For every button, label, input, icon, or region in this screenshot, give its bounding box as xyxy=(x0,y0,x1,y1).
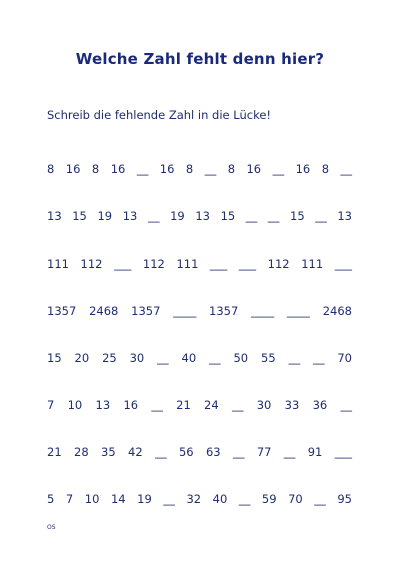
sequence-number: 111 xyxy=(47,257,69,271)
sequence-number: 7 xyxy=(65,492,74,506)
answer-blank: __ xyxy=(147,209,160,223)
sequence-number: 40 xyxy=(181,351,197,365)
exercise-row xyxy=(47,351,352,369)
sequence-number: 91 xyxy=(307,445,323,459)
exercise-row xyxy=(47,162,352,180)
answer-blank: ___ xyxy=(334,257,352,271)
sequence-number: 50 xyxy=(233,351,249,365)
sequence-number: 10 xyxy=(84,492,100,506)
sequence-number: 7 xyxy=(47,398,55,412)
sequence-number: 30 xyxy=(129,351,145,365)
sequence-number: 19 xyxy=(137,492,152,506)
sequence-number: 13 xyxy=(47,209,62,223)
sequence-number: 16 xyxy=(110,162,126,176)
answer-blank: __ xyxy=(204,162,217,176)
sequence-number: 28 xyxy=(74,445,89,459)
sequence-number: 15 xyxy=(47,351,62,365)
answer-blank: ___ xyxy=(238,257,257,271)
answer-blank: __ xyxy=(314,492,326,506)
answer-blank: __ xyxy=(209,351,221,365)
sequence-number: 112 xyxy=(267,257,290,271)
sequence-number: 16 xyxy=(65,162,81,176)
sequence-number: 35 xyxy=(101,445,116,459)
exercise-row xyxy=(47,492,352,510)
sequence-number: 30 xyxy=(256,398,272,412)
sequence-number: 16 xyxy=(123,398,139,412)
sequence-number: 15 xyxy=(290,209,305,223)
answer-blank: __ xyxy=(155,445,167,459)
page-title: Welche Zahl fehlt denn hier? xyxy=(75,50,325,68)
sequence-number: 19 xyxy=(170,209,185,223)
footer-mark: OS xyxy=(47,524,56,531)
sequence-number: 111 xyxy=(301,257,324,271)
answer-blank: __ xyxy=(163,492,175,506)
sequence-number: 8 xyxy=(47,162,55,176)
sequence-number: 8 xyxy=(321,162,330,176)
sequence-number: 55 xyxy=(261,351,276,365)
answer-blank: __ xyxy=(136,162,149,176)
answer-blank: ____ xyxy=(286,304,310,318)
sequence-number: 70 xyxy=(288,492,303,506)
sequence-number: 1357 xyxy=(131,304,161,318)
sequence-number: 13 xyxy=(195,209,210,223)
sequence-number: 1357 xyxy=(47,304,77,318)
sequence-number: 56 xyxy=(178,445,194,459)
answer-blank: ___ xyxy=(334,445,352,459)
sequence-number: 33 xyxy=(284,398,300,412)
sequence-number: 36 xyxy=(312,398,328,412)
sequence-number: 21 xyxy=(47,445,62,459)
sequence-number: 25 xyxy=(102,351,117,365)
sequence-number: 15 xyxy=(220,209,236,223)
sequence-number: 2468 xyxy=(322,304,352,318)
sequence-number: 42 xyxy=(128,445,143,459)
answer-blank: __ xyxy=(157,351,169,365)
sequence-number: 10 xyxy=(67,398,83,412)
sequence-number: 16 xyxy=(159,162,175,176)
sequence-number: 13 xyxy=(337,209,352,223)
sequence-number: 40 xyxy=(212,492,228,506)
sequence-number: 16 xyxy=(295,162,311,176)
answer-blank: __ xyxy=(245,209,258,223)
instruction-text: Schreib die fehlende Zahl in die Lücke! xyxy=(47,108,272,122)
sequence-number: 95 xyxy=(337,492,352,506)
sequence-number: 8 xyxy=(185,162,194,176)
answer-blank: ____ xyxy=(173,304,197,318)
sequence-number: 15 xyxy=(72,209,87,223)
answer-blank: __ xyxy=(340,398,352,412)
answer-blank: __ xyxy=(238,492,251,506)
sequence-number: 8 xyxy=(91,162,100,176)
sequence-number: 13 xyxy=(122,209,138,223)
answer-blank: __ xyxy=(283,445,296,459)
sequence-number: 8 xyxy=(227,162,236,176)
sequence-number: 111 xyxy=(176,257,199,271)
answer-blank: __ xyxy=(288,351,301,365)
sequence-number: 112 xyxy=(80,257,103,271)
exercise-row xyxy=(47,257,352,275)
sequence-number: 32 xyxy=(186,492,202,506)
exercise-row xyxy=(47,398,352,416)
answer-blank: __ xyxy=(231,398,244,412)
sequence-number: 2468 xyxy=(89,304,119,318)
answer-blank: __ xyxy=(340,162,352,176)
sequence-number: 5 xyxy=(47,492,55,506)
answer-blank: __ xyxy=(272,162,285,176)
exercise-row xyxy=(47,445,352,463)
sequence-number: 20 xyxy=(74,351,90,365)
answer-blank: __ xyxy=(267,209,280,223)
sequence-number: 70 xyxy=(337,351,352,365)
answer-blank: __ xyxy=(232,445,245,459)
answer-blank: __ xyxy=(312,351,325,365)
exercise-row xyxy=(47,209,352,227)
answer-blank: ___ xyxy=(114,257,132,271)
sequence-number: 77 xyxy=(256,445,272,459)
answer-blank: ____ xyxy=(251,304,275,318)
sequence-number: 19 xyxy=(97,209,113,223)
sequence-number: 63 xyxy=(205,445,221,459)
answer-blank: __ xyxy=(151,398,163,412)
exercise-row xyxy=(47,304,352,322)
sequence-number: 24 xyxy=(204,398,219,412)
sequence-number: 112 xyxy=(142,257,165,271)
sequence-number: 21 xyxy=(176,398,191,412)
sequence-number: 14 xyxy=(110,492,126,506)
answer-blank: ___ xyxy=(209,257,228,271)
sequence-number: 1357 xyxy=(209,304,239,318)
sequence-number: 59 xyxy=(261,492,277,506)
sequence-number: 16 xyxy=(246,162,262,176)
answer-blank: __ xyxy=(315,209,327,223)
sequence-number: 13 xyxy=(95,398,111,412)
